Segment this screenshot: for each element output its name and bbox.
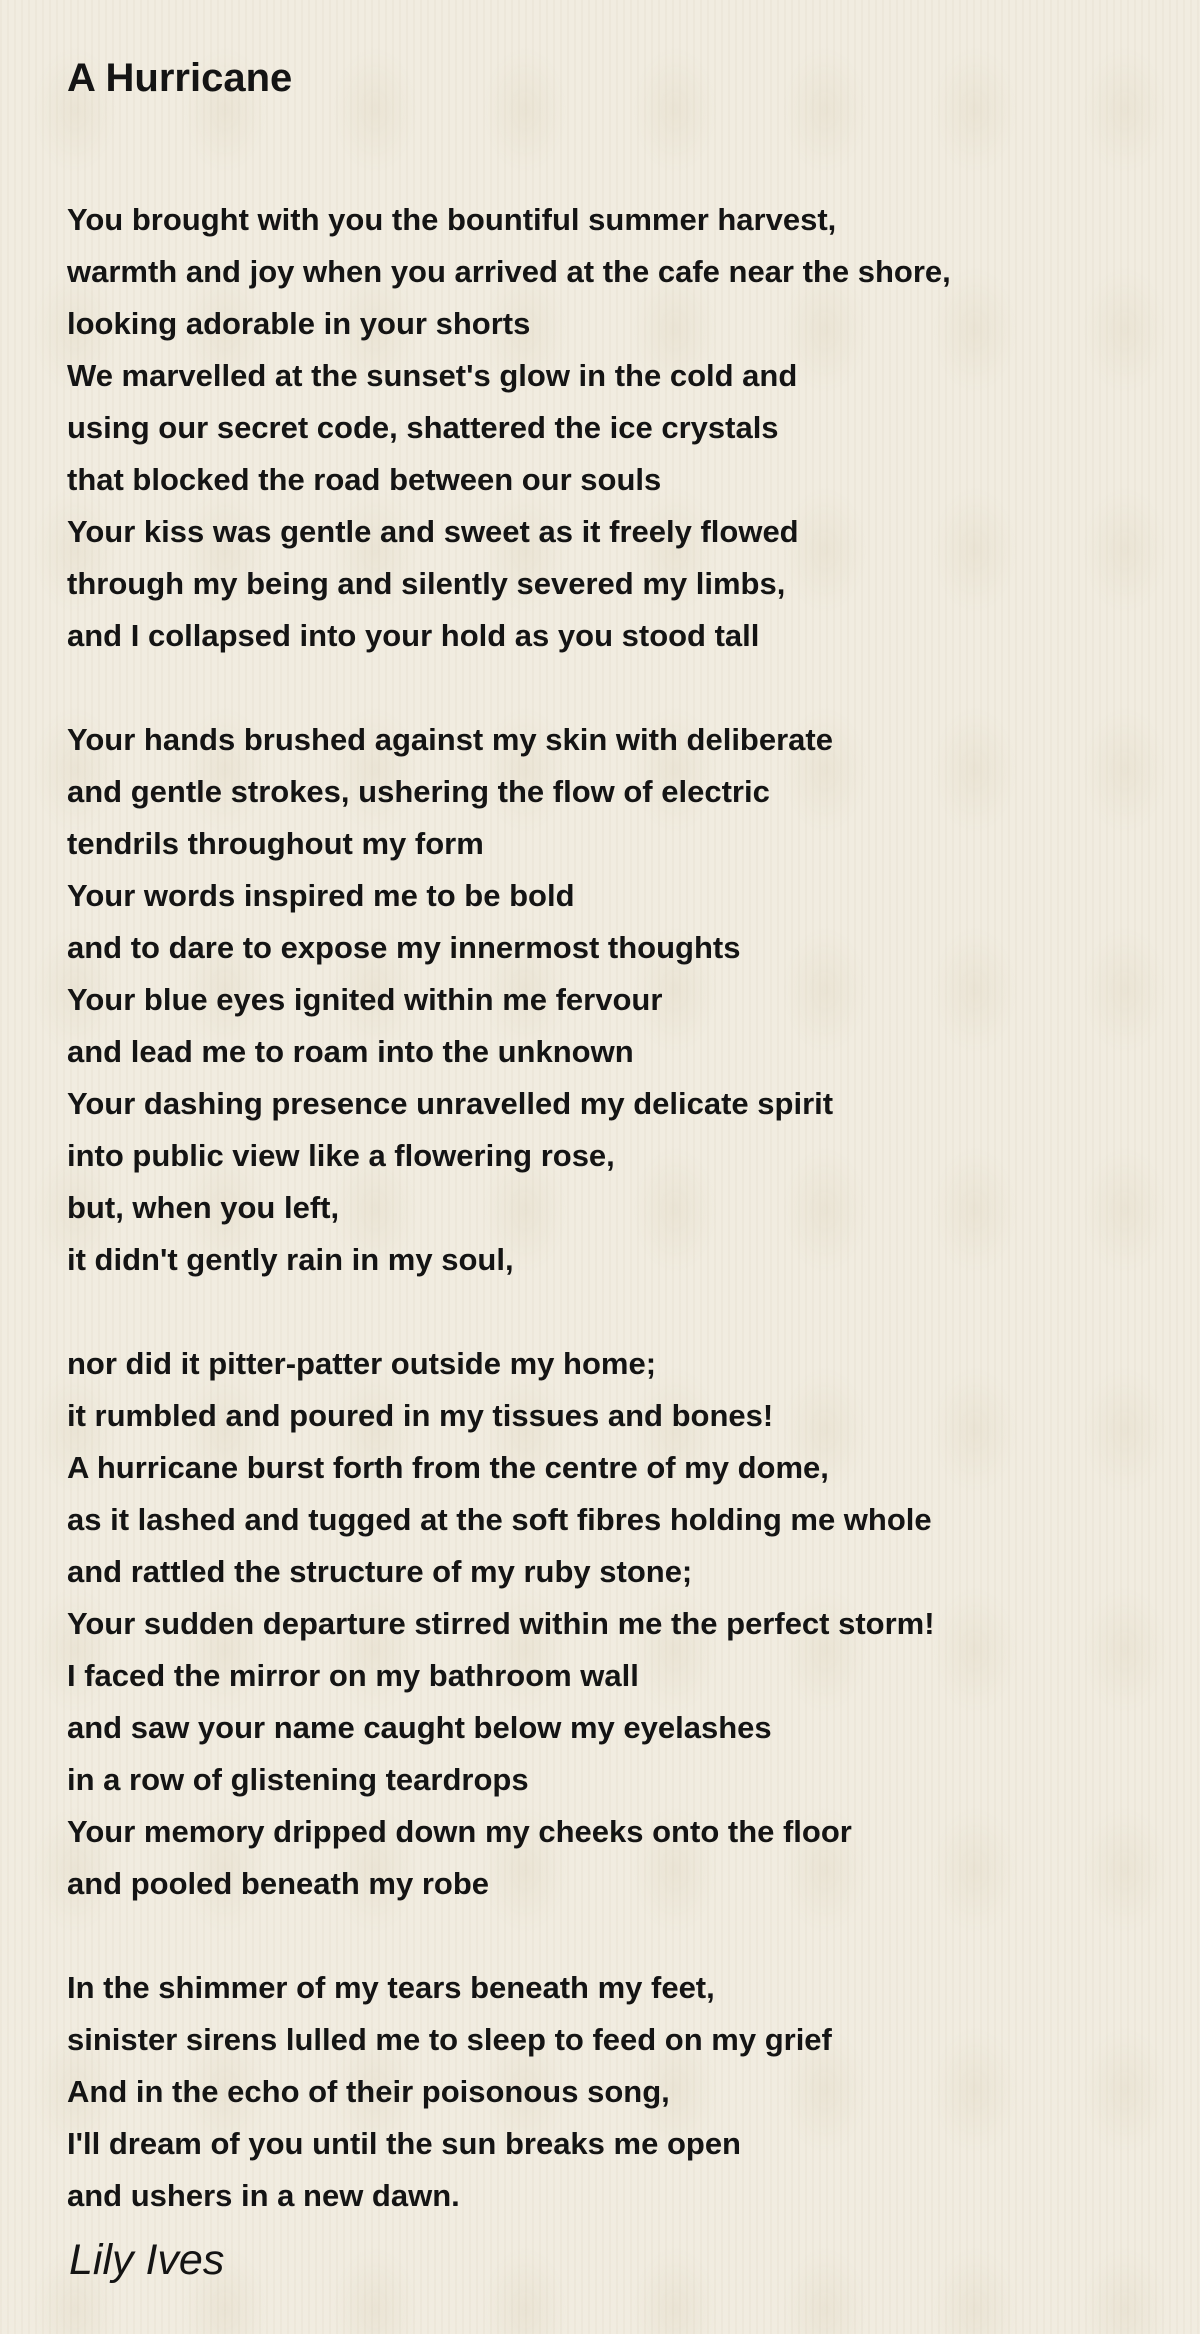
poem-line: and saw your name caught below my eyelashes <box>67 1710 772 1745</box>
poem-line: We marvelled at the sunset's glow in the cold and <box>67 358 798 393</box>
poem-line: but, when you left, <box>67 1190 340 1225</box>
poem-line: and pooled beneath my robe <box>67 1866 489 1901</box>
poem-line: in a row of glistening teardrops <box>67 1762 529 1797</box>
poem-line: it rumbled and poured in my tissues and bones! <box>67 1398 774 1433</box>
stanza-break <box>67 662 1167 714</box>
poem-line: And in the echo of their poisonous song, <box>67 2074 670 2109</box>
poem-line: Your hands brushed against my skin with deliberate <box>67 722 833 757</box>
poem-line: Your memory dripped down my cheeks onto the floor <box>67 1814 852 1849</box>
poem-author: Lily Ives <box>69 2236 225 2284</box>
poem-line: A hurricane burst forth from the centre of my dome, <box>67 1450 829 1485</box>
poem-line: and gentle strokes, ushering the flow of electric <box>67 774 770 809</box>
poem-line: nor did it pitter-patter outside my home; <box>67 1346 657 1381</box>
poem-line: I'll dream of you until the sun breaks me open <box>67 2126 741 2161</box>
poem-line: Your kiss was gentle and sweet as it freely flowed <box>67 514 799 549</box>
poem-line: and lead me to roam into the unknown <box>67 1034 634 1069</box>
poem-body <box>67 194 1167 2222</box>
poem-line: and rattled the structure of my ruby stone; <box>67 1554 693 1589</box>
poem-line: and I collapsed into your hold as you stood tall <box>67 618 760 653</box>
poem-line: Your sudden departure stirred within me the perfect storm! <box>67 1606 935 1641</box>
poem-line: tendrils throughout my form <box>67 826 484 861</box>
stanza-break <box>67 1286 1167 1338</box>
poem-line: I faced the mirror on my bathroom wall <box>67 1658 639 1693</box>
poem-line: and to dare to expose my innermost thoughts <box>67 930 741 965</box>
poem-line: Your dashing presence unravelled my delicate spirit <box>67 1086 834 1121</box>
poem-line: using our secret code, shattered the ice crystals <box>67 410 779 445</box>
poem-line: into public view like a flowering rose, <box>67 1138 615 1173</box>
poem-line: warmth and joy when you arrived at the cafe near the shore, <box>67 254 951 289</box>
poem-title: A Hurricane <box>67 56 293 100</box>
poem-line: looking adorable in your shorts <box>67 306 531 341</box>
poem-line: through my being and silently severed my limbs, <box>67 566 786 601</box>
poem-line: You brought with you the bountiful summer harvest, <box>67 202 837 237</box>
poem-line: that blocked the road between our souls <box>67 462 662 497</box>
poem-page <box>67 48 1167 2222</box>
poem-line: it didn't gently rain in my soul, <box>67 1242 514 1277</box>
poem-line: Your words inspired me to be bold <box>67 878 575 913</box>
poem-line: Your blue eyes ignited within me fervour <box>67 982 663 1017</box>
stanza-break <box>67 1910 1167 1962</box>
poem-line: In the shimmer of my tears beneath my feet, <box>67 1970 715 2005</box>
poem-line: sinister sirens lulled me to sleep to feed on my grief <box>67 2022 832 2057</box>
poem-line: as it lashed and tugged at the soft fibres holding me whole <box>67 1502 932 1537</box>
poem-line: and ushers in a new dawn. <box>67 2178 460 2213</box>
